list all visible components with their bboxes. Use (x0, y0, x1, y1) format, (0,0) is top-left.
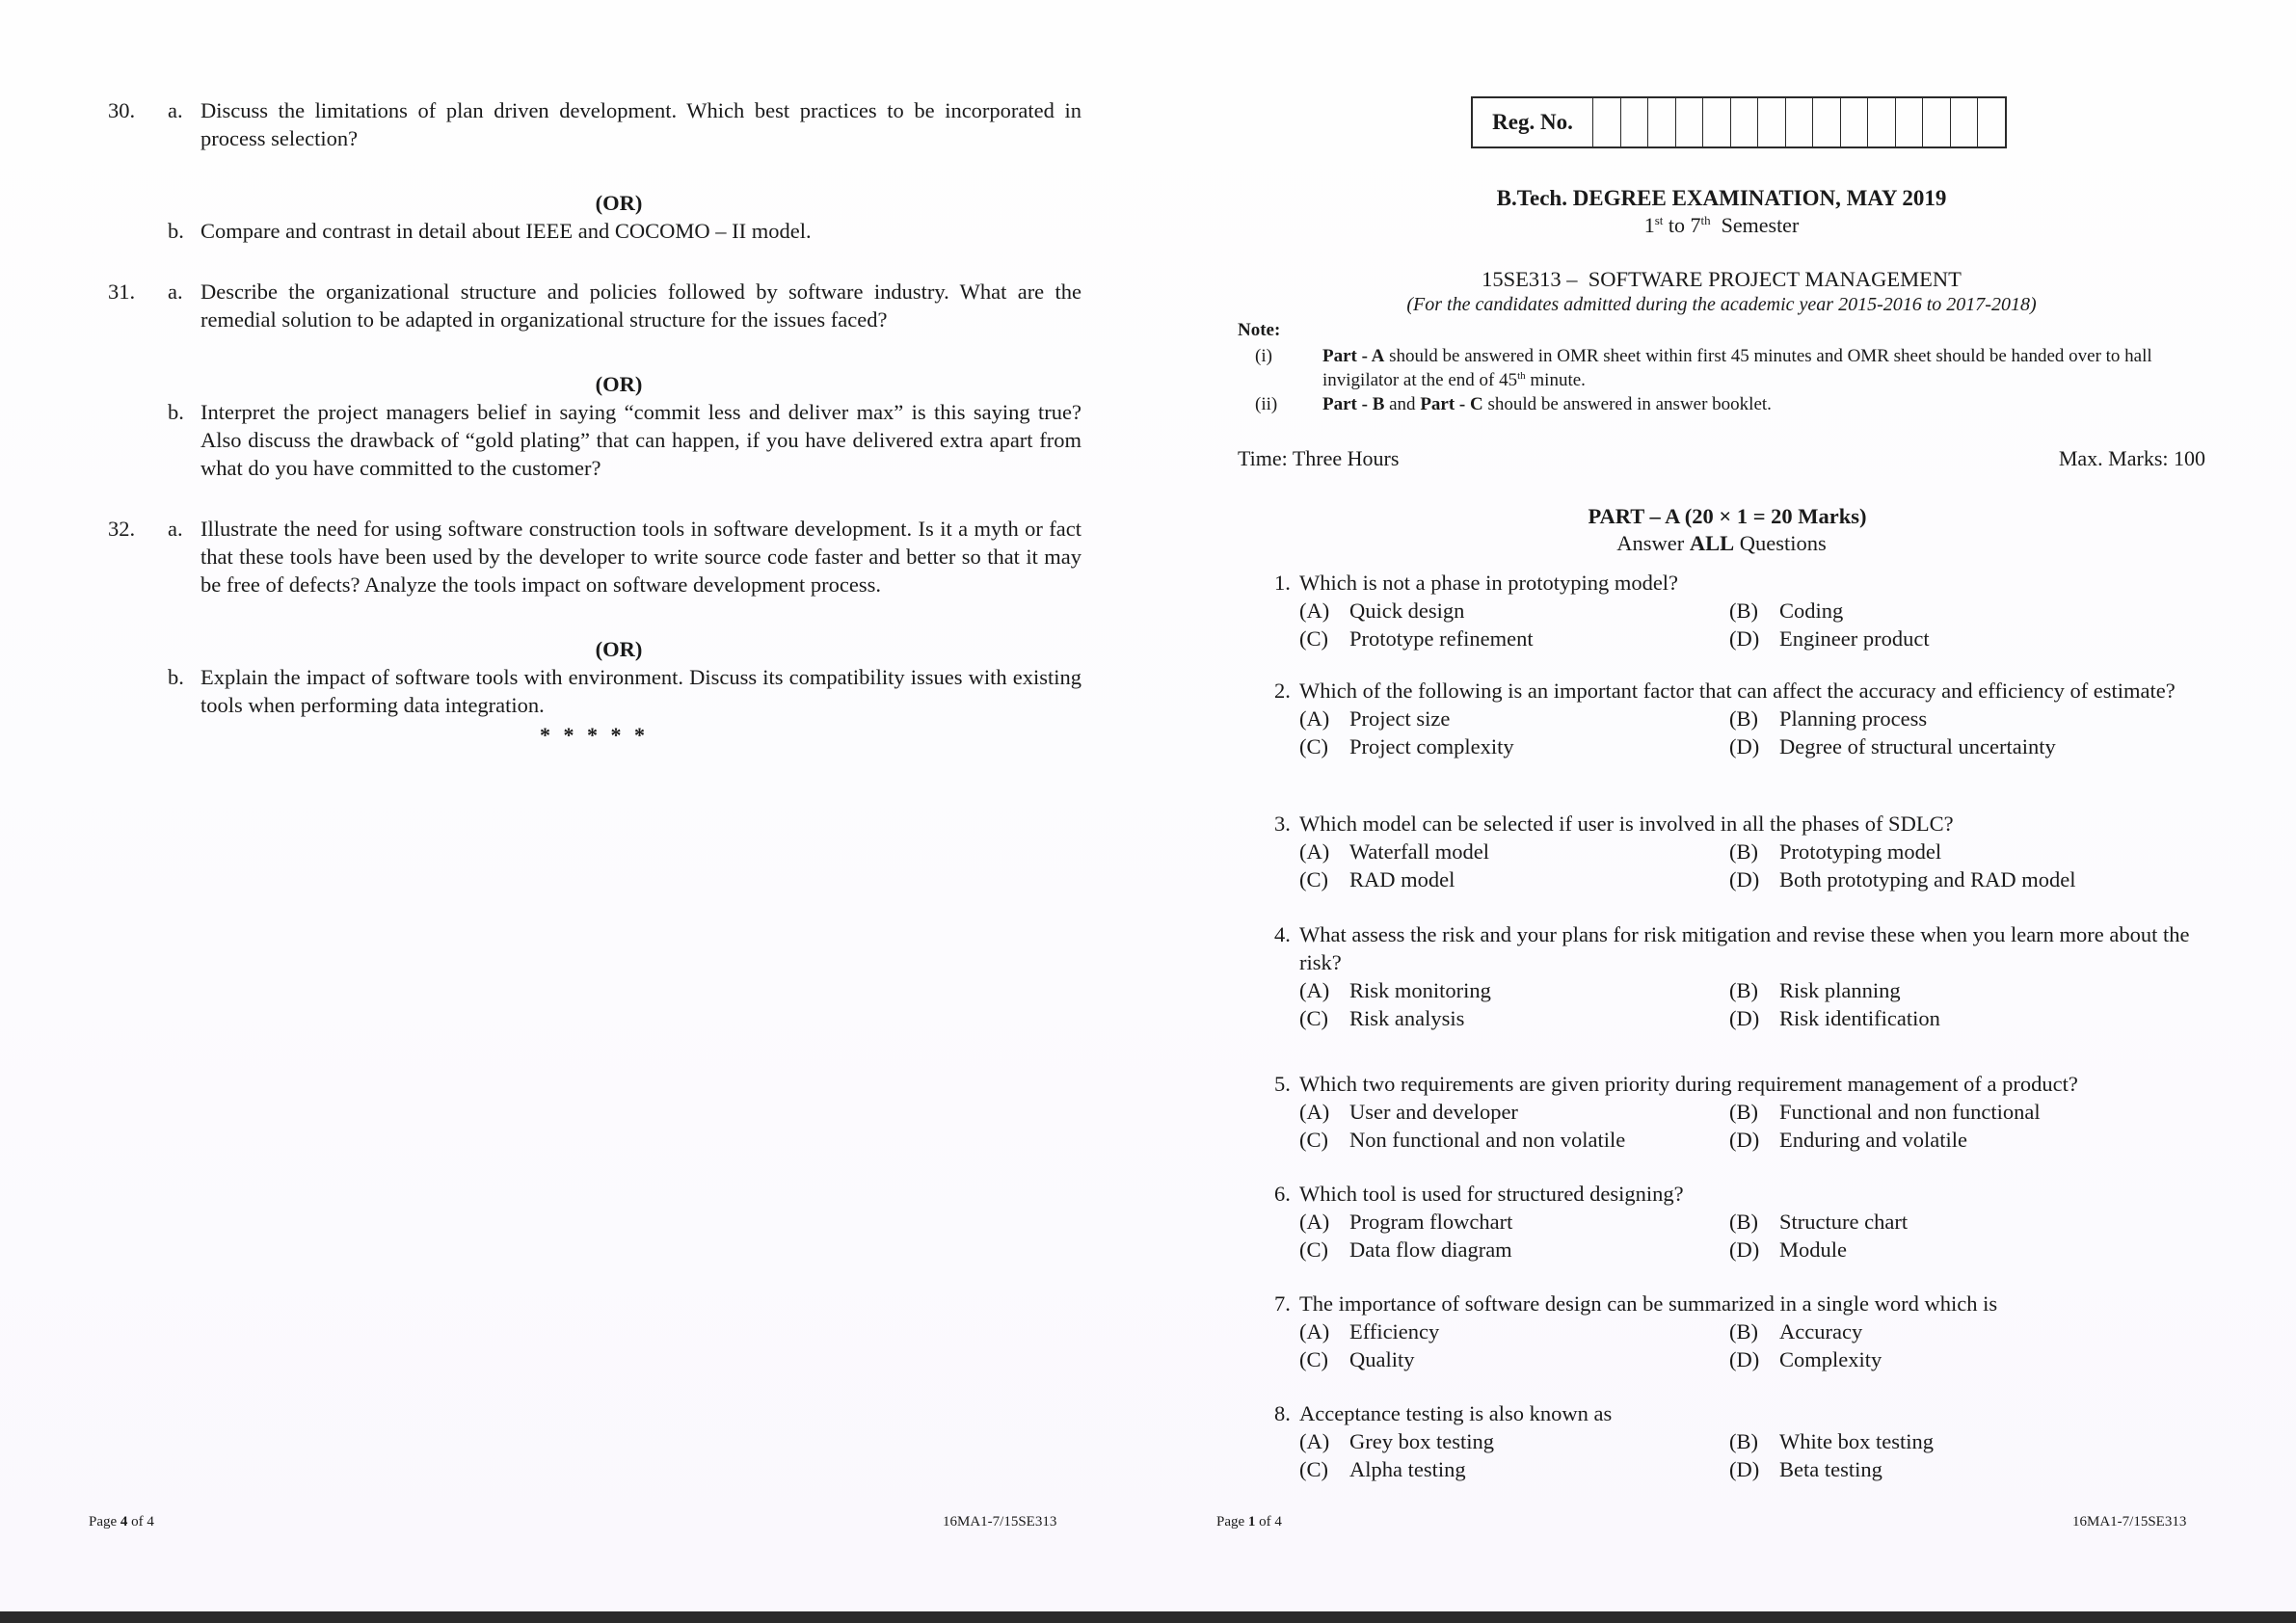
reg-no-cells (1593, 98, 2005, 146)
question-31a (108, 278, 1081, 333)
question-text: Which of the following is an important factor that can affect the accuracy and efficiency of estimate? (1299, 678, 2176, 703)
option-key: (B) (1729, 1319, 1758, 1344)
question-number: 4. (1274, 922, 1291, 946)
part-a-title: PART – A (20 × 1 = 20 Marks) (1588, 504, 1867, 528)
option-key: (D) (1729, 867, 1760, 891)
option-text: White box testing (1779, 1429, 1934, 1453)
option-key: (B) (1729, 1210, 1758, 1234)
reg-no-cell[interactable] (1703, 98, 1731, 146)
option-key: (D) (1729, 1006, 1760, 1030)
option-text: Grey box testing (1349, 1429, 1494, 1453)
question-30 (108, 96, 1081, 245)
mcq-question-1 (1274, 569, 2209, 652)
note-item-2: (ii) Part - B and Part - C should be answered in answer booklet. (1255, 394, 1772, 414)
semester: 1st to 7th Semester (1643, 213, 1800, 237)
reg-no-cell[interactable] (1758, 98, 1786, 146)
reg-no-box (1471, 96, 2007, 148)
option-text: Coding (1779, 599, 1844, 623)
question-32b (108, 663, 1081, 719)
part-label: a. (168, 279, 183, 304)
exam-title: B.Tech. DEGREE EXAMINATION, MAY 2019 (1496, 186, 1947, 210)
mcq-question-5 (1274, 1070, 2209, 1154)
mcq-question-4 (1274, 920, 2209, 1032)
options (1274, 705, 2209, 760)
option-text: Risk identification (1779, 1006, 1940, 1030)
reg-no-cell[interactable] (1621, 98, 1649, 146)
page-number: Page 4 of 4 (89, 1514, 154, 1530)
option-key: (B) (1729, 599, 1758, 623)
question-number: 7. (1274, 1291, 1291, 1316)
reg-no-cell[interactable] (1731, 98, 1759, 146)
reg-no-cell[interactable] (1951, 98, 1979, 146)
option-key: (A) (1299, 1319, 1330, 1344)
option-key: (A) (1299, 978, 1330, 1002)
question-31 (108, 278, 1081, 482)
option-key: (B) (1729, 706, 1758, 731)
option (1729, 732, 2209, 760)
reg-no-cell[interactable] (1841, 98, 1869, 146)
option (1729, 1098, 2209, 1126)
admission-batch: (For the candidates admitted during the academic year 2015-2016 to 2017-2018) (1406, 294, 2037, 315)
option (1299, 732, 1729, 760)
option-text: Project size (1349, 706, 1451, 731)
option-key: (D) (1729, 1347, 1760, 1371)
scan-edge (0, 1611, 2296, 1623)
option-text: Project complexity (1349, 734, 1514, 758)
option (1729, 1455, 2209, 1483)
reg-no-label: Reg. No. (1473, 98, 1593, 146)
question-text: Which two requirements are given priority during requirement management of a product? (1299, 1072, 2078, 1096)
option-text: Enduring and volatile (1779, 1128, 1967, 1152)
paper-code: 16MA1-7/15SE313 (2072, 1514, 2187, 1530)
part-label: b. (168, 665, 184, 689)
course-title: 15SE313 – SOFTWARE PROJECT MANAGEMENT (1482, 267, 1962, 291)
option-text: Functional and non functional (1779, 1100, 2041, 1124)
option-key: (C) (1299, 626, 1328, 651)
part-label: a. (168, 517, 183, 541)
option (1729, 1236, 2209, 1264)
option-key: (D) (1729, 626, 1760, 651)
mcq-question-7 (1274, 1290, 2209, 1373)
option-text: Risk monitoring (1349, 978, 1491, 1002)
option (1299, 976, 1729, 1004)
question-number: 2. (1274, 678, 1291, 703)
option-text: Risk analysis (1349, 1006, 1465, 1030)
option-text: Accuracy (1779, 1319, 1863, 1344)
part-label: a. (168, 98, 183, 122)
question-text: Acceptance testing is also known as (1299, 1401, 1613, 1425)
mcq-question-8 (1274, 1399, 2209, 1483)
options (1274, 838, 2209, 893)
option-text: RAD model (1349, 867, 1455, 891)
time-marks-row (1238, 446, 2205, 471)
options (1274, 976, 2209, 1032)
option-key: (B) (1729, 978, 1758, 1002)
question-32 (108, 515, 1081, 719)
option (1299, 597, 1729, 625)
question-30a (108, 96, 1081, 152)
options (1274, 597, 2209, 652)
option-key: (C) (1299, 1006, 1328, 1030)
option-text: Planning process (1779, 706, 1928, 731)
question-text: What assess the risk and your plans for risk mitigation and revise these when you learn more about the risk? (1299, 922, 2190, 974)
option (1299, 1208, 1729, 1236)
part-c-questions (108, 96, 1081, 719)
option-text: Degree of structural uncertainty (1779, 734, 2056, 758)
question-31b (108, 398, 1081, 482)
option-text: Prototype refinement (1349, 626, 1534, 651)
question-text: Which model can be selected if user is involved in all the phases of SDLC? (1299, 812, 1954, 836)
option-key: (D) (1729, 734, 1760, 758)
option (1299, 625, 1729, 652)
option-text: Engineer product (1779, 626, 1930, 651)
option (1729, 625, 2209, 652)
reg-no-cell[interactable] (1868, 98, 1896, 146)
note-label: Note: (1238, 320, 1281, 340)
reg-no-cell[interactable] (1676, 98, 1704, 146)
question-text: Which tool is used for structured designing? (1299, 1182, 1684, 1206)
question-text: Describe the organizational structure and policies followed by software industry. What are the remedial solution to be adapted in organizational structure for the issues faced? (200, 279, 1081, 332)
mcq-question-3 (1274, 810, 2209, 893)
question-number: 8. (1274, 1401, 1291, 1425)
mcq-question-6 (1274, 1180, 2209, 1264)
question-number: 30. (108, 98, 136, 122)
option (1729, 597, 2209, 625)
reg-no-cell[interactable] (1593, 98, 1621, 146)
question-text: Explain the impact of software tools with environment. Discuss its compatibility issues with existing tools when performing data integration. (200, 665, 1081, 717)
option-key: (B) (1729, 1100, 1758, 1124)
option-text: Module (1779, 1237, 1847, 1262)
page-1 (1147, 0, 2296, 1611)
option-text: Waterfall model (1349, 839, 1489, 864)
option (1729, 705, 2209, 732)
option-key: (A) (1299, 599, 1330, 623)
part-label: b. (168, 400, 184, 424)
option (1299, 865, 1729, 893)
question-text: Interpret the project managers belief in saying “commit less and deliver max” is this saying true? Also discuss the drawback of “gold plating” that can happen, if you have delivered extra apart from what do you have committed to the customer? (200, 400, 1081, 480)
option (1729, 1126, 2209, 1154)
option (1299, 1317, 1729, 1345)
option (1729, 1317, 2209, 1345)
question-number: 5. (1274, 1072, 1291, 1096)
mcq-question-2 (1274, 677, 2209, 760)
question-number: 32. (108, 517, 136, 541)
option (1729, 1345, 2209, 1373)
option-key: (A) (1299, 1429, 1330, 1453)
option (1729, 838, 2209, 865)
option (1729, 1004, 2209, 1032)
option-text: Complexity (1779, 1347, 1882, 1371)
part-a-instruction: Answer ALL Questions (1616, 531, 1827, 555)
question-text: Compare and contrast in detail about IEEE and COCOMO – II model. (200, 219, 812, 243)
end-of-paper-marker: * * * * * (540, 723, 649, 747)
option (1729, 865, 2209, 893)
option (1299, 1455, 1729, 1483)
option-key: (C) (1299, 734, 1328, 758)
option-text: Beta testing (1779, 1457, 1882, 1481)
option-text: Quick design (1349, 599, 1465, 623)
option-key: (B) (1729, 1429, 1758, 1453)
reg-no-cell[interactable] (1896, 98, 1924, 146)
option-text: Non functional and non volatile (1349, 1128, 1626, 1152)
option-text: Program flowchart (1349, 1210, 1513, 1234)
option (1299, 1345, 1729, 1373)
exam-duration: Time: Three Hours (1238, 446, 1400, 470)
option (1729, 976, 2209, 1004)
option-text: User and developer (1349, 1100, 1518, 1124)
option-key: (A) (1299, 839, 1330, 864)
options (1274, 1098, 2209, 1154)
reg-no-cell[interactable] (1813, 98, 1841, 146)
option-key: (A) (1299, 1210, 1330, 1234)
option (1729, 1208, 2209, 1236)
option-key: (D) (1729, 1237, 1760, 1262)
option (1299, 1236, 1729, 1264)
reg-no-cell[interactable] (1786, 98, 1814, 146)
options (1274, 1317, 2209, 1373)
option (1299, 838, 1729, 865)
option-key: (C) (1299, 867, 1328, 891)
page-number: Page 1 of 4 (1216, 1514, 1282, 1530)
option-text: Alpha testing (1349, 1457, 1466, 1481)
reg-no-cell[interactable] (1648, 98, 1676, 146)
option-key: (A) (1299, 1100, 1330, 1124)
or-separator: (OR) (595, 372, 643, 396)
option-key: (C) (1299, 1347, 1328, 1371)
question-number: 1. (1274, 571, 1291, 595)
page-4 (0, 0, 1147, 1611)
note-item-1: (i) Part - A should be answered in OMR sheet within first 45 minutes and OMR sheet should be handed over to hall invigilator at the end of 45th minute. (1255, 346, 2152, 390)
options (1274, 1208, 2209, 1264)
question-text: Which is not a phase in prototyping model? (1299, 571, 1679, 595)
reg-no-cell[interactable] (1923, 98, 1951, 146)
options (1274, 1427, 2209, 1483)
option (1299, 1427, 1729, 1455)
option-text: Data flow diagram (1349, 1237, 1512, 1262)
option-key: (D) (1729, 1128, 1760, 1152)
max-marks: Max. Marks: 100 (2058, 446, 2205, 470)
option-key: (C) (1299, 1457, 1328, 1481)
question-text: The importance of software design can be summarized in a single word which is (1299, 1291, 1998, 1316)
question-number: 6. (1274, 1182, 1291, 1206)
question-text: Discuss the limitations of plan driven development. Which best practices to be incorporated in process selection? (200, 98, 1081, 150)
option-text: Structure chart (1779, 1210, 1909, 1234)
option (1299, 1098, 1729, 1126)
reg-no-cell[interactable] (1978, 98, 2005, 146)
or-separator: (OR) (595, 191, 643, 215)
option-key: (B) (1729, 839, 1758, 864)
option (1299, 1126, 1729, 1154)
option-text: Efficiency (1349, 1319, 1440, 1344)
option-text: Both prototyping and RAD model (1779, 867, 2076, 891)
question-32a (108, 515, 1081, 599)
paper-code: 16MA1-7/15SE313 (943, 1514, 1057, 1530)
part-label: b. (168, 219, 184, 243)
question-number: 3. (1274, 812, 1291, 836)
or-separator: (OR) (595, 637, 643, 661)
option-text: Quality (1349, 1347, 1415, 1371)
option-key: (A) (1299, 706, 1330, 731)
question-number: 31. (108, 279, 136, 304)
option-key: (D) (1729, 1457, 1760, 1481)
option (1729, 1427, 2209, 1455)
option-key: (C) (1299, 1237, 1328, 1262)
option (1299, 1004, 1729, 1032)
question-30b (108, 217, 1081, 245)
question-text: Illustrate the need for using software construction tools in software development. Is it a myth or fact that these tools have been used by the developer to write source code faster and better so that it may be free of defects? Analyze the tools impact on software development process. (200, 517, 1081, 597)
option-text: Prototyping model (1779, 839, 1942, 864)
option (1299, 705, 1729, 732)
option-key: (C) (1299, 1128, 1328, 1152)
option-text: Risk planning (1779, 978, 1901, 1002)
